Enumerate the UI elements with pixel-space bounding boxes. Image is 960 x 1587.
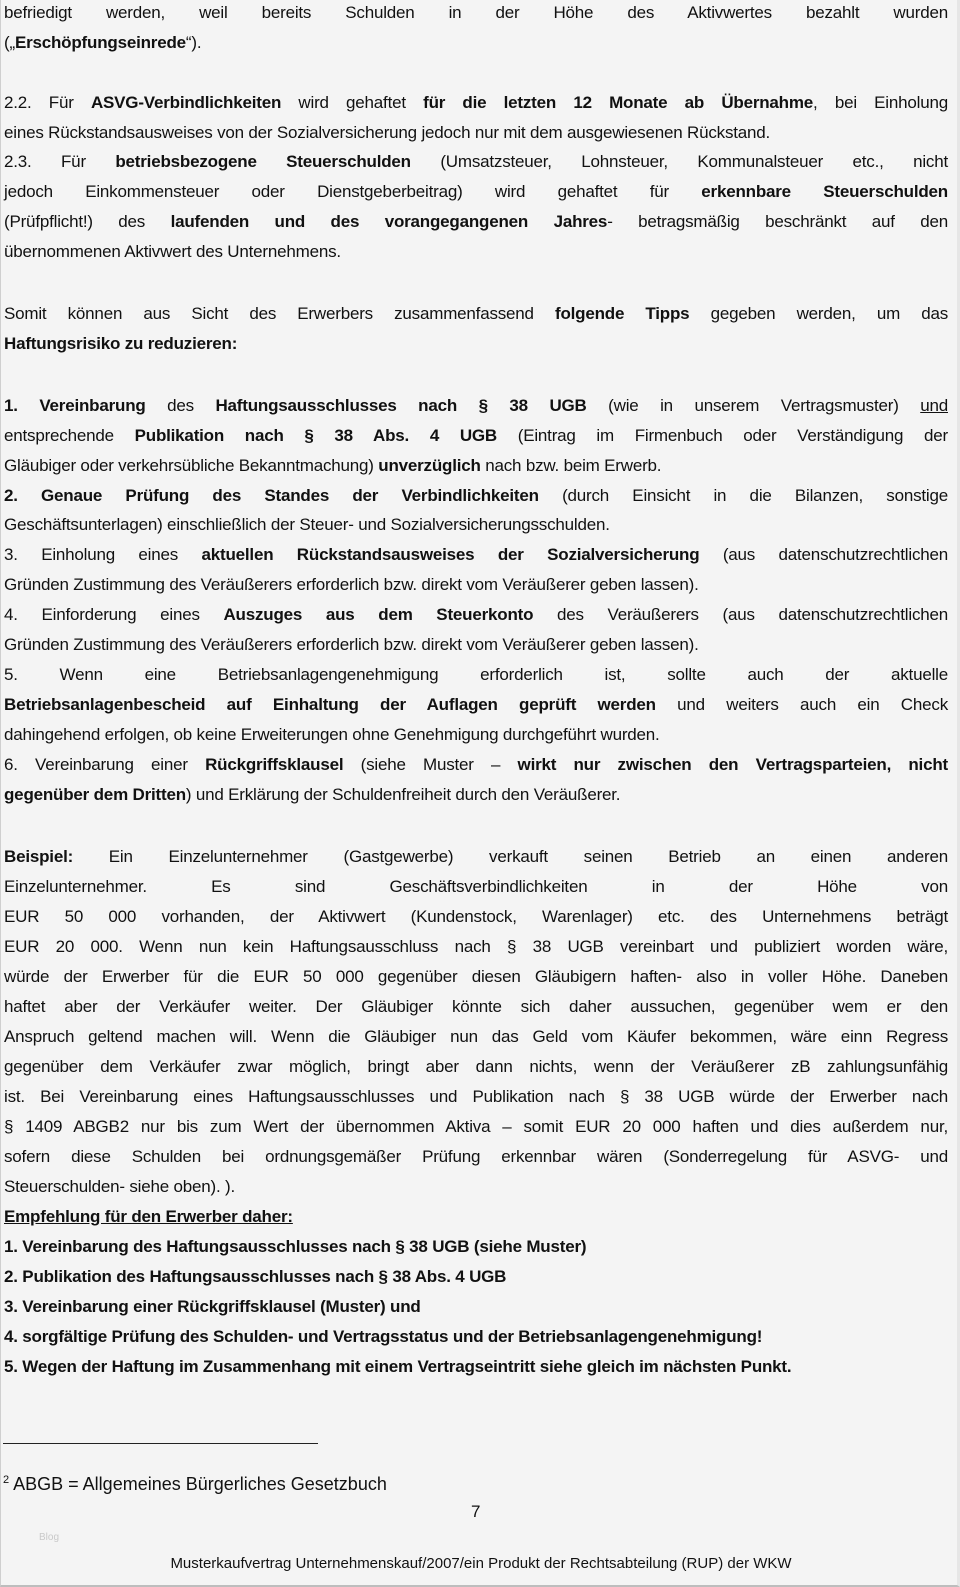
footnote-separator (3, 1443, 318, 1444)
text-line: entsprechende Publikation nach § 38 Abs. 4 UGB (Eintrag im Firmenbuch oder Verständigung der (4, 426, 948, 445)
text-line: jedoch Einkommensteuer oder Dienstgeberbeitrag) wird gehaftet für erkennbare Steuerschulden (4, 182, 948, 201)
text-line: gegenüber dem Dritten) und Erklärung der Schuldenfreiheit durch den Veräußerer. (4, 785, 621, 804)
text-line: befriedigt werden, weil bereits Schulden in der Höhe des Aktivwertes bezahlt wurden (4, 3, 948, 22)
text-line: Beispiel: Ein Einzelunternehmer (Gastgewerbe) verkauft seinen Betrieb an einen anderen (4, 847, 948, 866)
watermark: Blog (39, 1532, 60, 1543)
text-line: ist. Bei Vereinbarung eines Haftungsausschlusses und Publikation nach § 38 UGB würde der Erwerber nach (4, 1087, 948, 1106)
text-line: 3. Vereinbarung einer Rückgriffsklausel (Muster) und (4, 1297, 421, 1316)
text-line: eines Rückstandsausweises von der Sozialversicherung jedoch nur mit dem ausgewiesenen Rückstand. (4, 123, 771, 142)
text-line: 6. Vereinbarung einer Rückgriffsklausel (siehe Muster – wirkt nur zwischen den Vertragsparteien, nicht (4, 755, 948, 774)
text-line: Einzelunternehmer. Es sind Geschäftsverbindlichkeiten in der Höhe von (4, 877, 948, 896)
text-line: Betriebsanlagenbescheid auf Einhaltung der Auflagen geprüft werden und weiters auch ein Check (4, 695, 948, 714)
text-line: sofern diese Schulden bei ordnungsgemäßer Prüfung erkennbar wären (Sonderregelung für ASVG- und (4, 1147, 948, 1166)
text-line: Haftungsrisiko zu reduzieren: (4, 334, 238, 353)
text-line: EUR 20 000. Wenn nun kein Haftungsausschluss nach § 38 UGB vereinbart und publiziert worden wäre, (4, 937, 948, 956)
text-line: 1. Vereinbarung des Haftungsausschlusses nach § 38 UGB (siehe Muster) (4, 1237, 587, 1256)
page-footer: Musterkaufvertrag Unternehmenskauf/2007/ein Produkt der Rechtsabteilung (RUP) der WKW (170, 1555, 792, 1572)
text-line: Gläubiger oder verkehrsübliche Bekanntmachung) unverzüglich nach bzw. beim Erwerb. (4, 456, 662, 475)
text-line: gegenüber dem Verkäufer zwar möglich, bringt aber dann nichts, wenn der Veräußerer zB zahlungsunfähig (4, 1057, 948, 1076)
text-line: § 1409 ABGB2 nur bis zum Wert der übernommen Aktiva – somit EUR 20 000 haften und dies außerdem nur, (4, 1117, 948, 1136)
text-line: 5. Wenn eine Betriebsanlagengenehmigung erforderlich ist, sollte auch der aktuelle (4, 665, 948, 684)
text-line: 4. sorgfältige Prüfung des Schulden- und Vertragsstatus und der Betriebsanlagengenehmigung! (4, 1327, 763, 1346)
footnote-marker: 2 (3, 1474, 10, 1486)
text-line: EUR 50 000 vorhanden, der Aktivwert (Kundenstock, Warenlager) etc. des Unternehmens beträgt (4, 907, 948, 926)
text-line: haftet aber der Verkäufer weiter. Der Gläubiger könnte sich daher aussuchen, gegenüber wem er den (4, 997, 948, 1016)
text-line: (Prüfpflicht!) des laufenden und des vorangegangenen Jahres- betragsmäßig beschränkt auf den (4, 212, 948, 231)
text-line: 3. Einholung eines aktuellen Rückstandsausweises der Sozialversicherung (aus datenschutzrechtlichen (4, 545, 949, 564)
text-line: dahingehend erfolgen, ob keine Erweiterungen ohne Genehmigung durchgeführt wurden. (4, 725, 660, 744)
footnote-text: ABGB = Allgemeines Bürgerliches Gesetzbuch (13, 1474, 387, 1494)
text-line: 2.3. Für betriebsbezogene Steuerschulden (Umsatzsteuer, Lohnsteuer, Kommunalsteuer etc., nicht (4, 152, 948, 171)
text-line: Geschäftsunterlagen) einschließlich der Steuer- und Sozialversicherungsschulden. (4, 515, 610, 534)
text-line: 4. Einforderung eines Auszuges aus dem Steuerkonto des Veräußerers (aus datenschutzrechtlichen (4, 605, 949, 624)
text-line: würde der Erwerber für die EUR 50 000 gegenüber diesen Gläubigern haften- also in voller Höhe. Daneben (4, 967, 948, 986)
text-line: 2.2. Für ASVG-Verbindlichkeiten wird gehaftet für die letzten 12 Monate ab Übernahme, bei Einholung (4, 93, 948, 112)
page-number: 7 (471, 1502, 481, 1521)
text-line: 1. Vereinbarung des Haftungsausschlusses nach § 38 UGB (wie in unserem Vertragsmuster) und (4, 396, 948, 415)
text-line: Empfehlung für den Erwerber daher: (4, 1207, 293, 1226)
text-line: 5. Wegen der Haftung im Zusammenhang mit einem Vertragseintritt siehe gleich im nächsten Punkt. (4, 1357, 792, 1376)
text-line: Steuerschulden- siehe oben). ). (4, 1177, 235, 1196)
text-line: 2. Publikation des Haftungsausschlusses nach § 38 Abs. 4 UGB (4, 1267, 507, 1286)
footnote (3, 1469, 387, 1495)
text-line: 2. Genaue Prüfung des Standes der Verbindlichkeiten (durch Einsicht in die Bilanzen, sonstige (4, 486, 948, 505)
text-line: Gründen Zustimmung des Veräußerers erforderlich bzw. direkt vom Veräußerer geben lassen). (4, 575, 699, 594)
text-line: übernommenen Aktivwert des Unternehmens. (4, 242, 341, 261)
text-line: („Erschöpfungseinrede“). (4, 33, 202, 52)
text-line: Anspruch geltend machen will. Wenn die Gläubiger nun das Geld vom Käufer bekommen, wäre einn Regress (4, 1027, 948, 1046)
text-line: Somit können aus Sicht des Erwerbers zusammenfassend folgende Tipps gegeben werden, um das (4, 304, 949, 323)
text-line: Gründen Zustimmung des Veräußerers erforderlich bzw. direkt vom Veräußerer geben lassen). (4, 635, 699, 654)
